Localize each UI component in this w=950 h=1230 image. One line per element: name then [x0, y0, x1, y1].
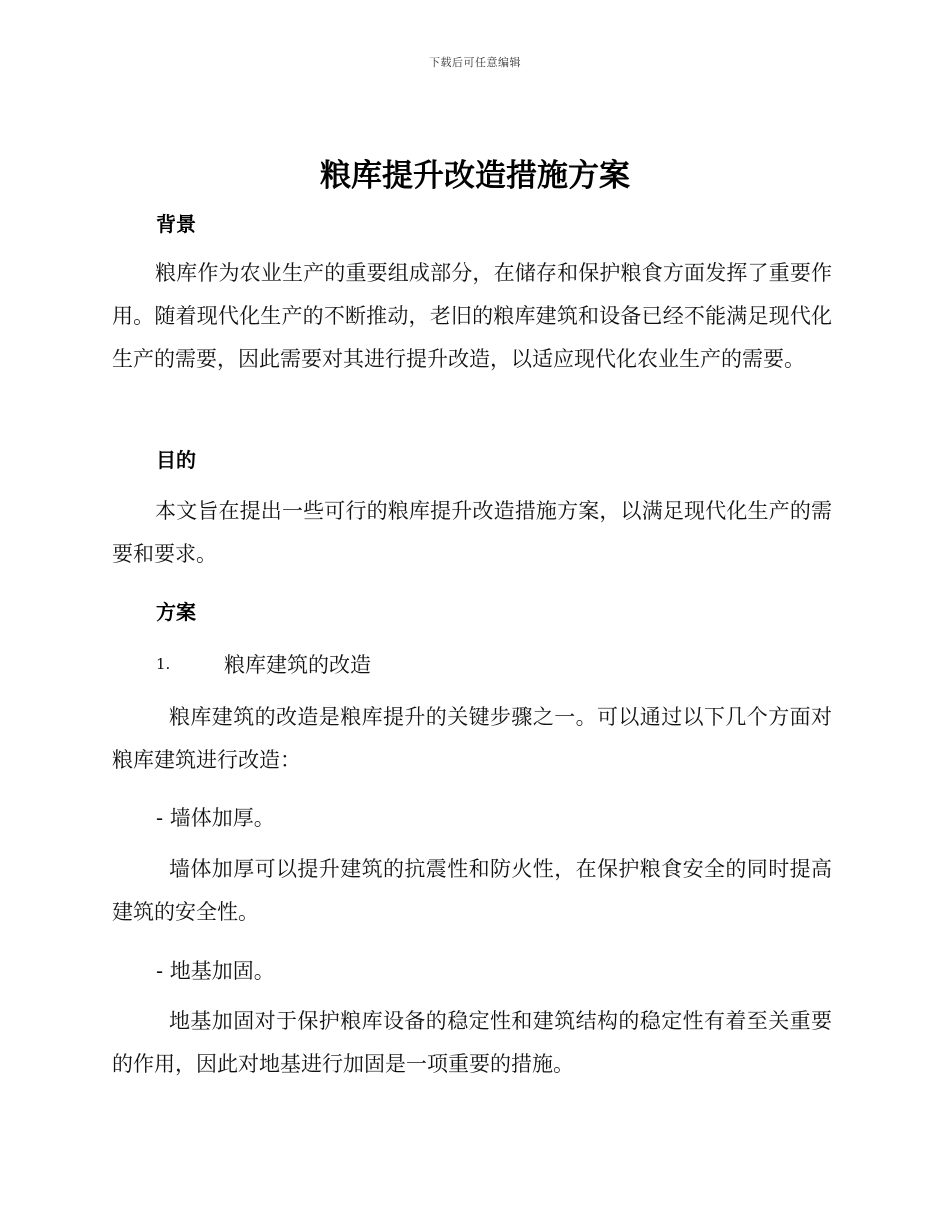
background-paragraph: 粮库作为农业生产的重要组成部分，在储存和保护粮食方面发挥了重要作用。随着现代化生产的不断推动，老旧的粮库建筑和设备已经不能满足现代化生产的需要，因此需要对其进行提升改造，以适应现代化农业生产的需要。 — [112, 261, 832, 371]
section-heading-plan: 方案 — [156, 600, 196, 624]
list-item-title: 粮库建筑的改造 — [224, 653, 371, 677]
purpose-paragraph: 本文旨在提出一些可行的粮库提升改造措施方案，以满足现代化生产的需要和要求。 — [112, 499, 832, 566]
plan-item1-intro: 粮库建筑的改造是粮库提升的关键步骤之一。可以通过以下几个方面对粮库建筑进行改造： — [112, 705, 832, 772]
point-label-wall: - 墙体加厚。 — [156, 806, 275, 830]
section-heading-background: 背景 — [156, 212, 196, 236]
point-detail-wall: 墙体加厚可以提升建筑的抗震性和防火性，在保护粮食安全的同时提高建筑的安全性。 — [112, 857, 832, 924]
document-title: 粮库提升改造措施方案 — [320, 158, 630, 194]
list-item-number: 1. — [156, 655, 171, 673]
page-header-note: 下载后可任意编辑 — [429, 56, 521, 69]
point-detail-foundation: 地基加固对于保护粮库设备的稳定性和建筑结构的稳定性有着至关重要的作用，因此对地基进行加固是一项重要的措施。 — [112, 1009, 832, 1076]
section-heading-purpose: 目的 — [156, 448, 196, 472]
point-label-foundation: - 地基加固。 — [156, 959, 275, 983]
